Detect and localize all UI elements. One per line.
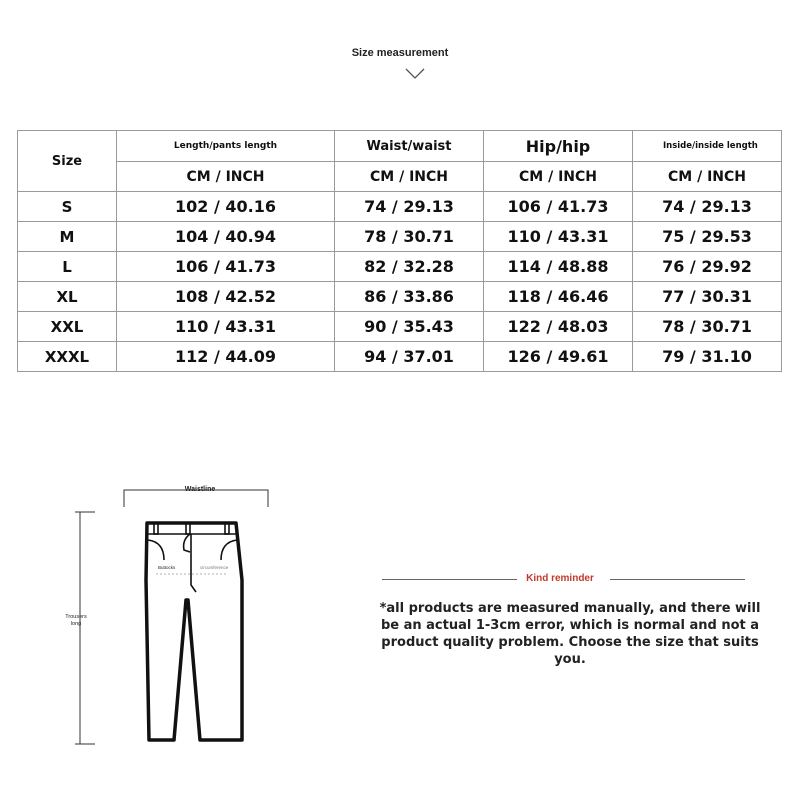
size-cell: XL — [18, 282, 117, 312]
table-cell: 86 / 33.86 — [335, 282, 484, 312]
table-row — [18, 342, 782, 372]
waist-column-header: Waist/waist — [335, 131, 484, 162]
size-cell: XXXL — [18, 342, 117, 372]
divider-line — [610, 579, 745, 580]
table-cell: 112 / 44.09 — [117, 342, 335, 372]
table-row — [18, 252, 782, 282]
table-cell: 106 / 41.73 — [117, 252, 335, 282]
size-cell: M — [18, 222, 117, 252]
unit-label: CM / INCH — [484, 162, 633, 192]
unit-row — [18, 162, 782, 192]
table-cell: 74 / 29.13 — [633, 192, 782, 222]
buttocks-label: Buttocks — [158, 565, 176, 570]
table-cell: 102 / 40.16 — [117, 192, 335, 222]
size-cell: S — [18, 192, 117, 222]
pants-diagram — [60, 480, 300, 760]
table-cell: 78 / 30.71 — [335, 222, 484, 252]
table-cell: 74 / 29.13 — [335, 192, 484, 222]
table-cell: 126 / 49.61 — [484, 342, 633, 372]
table-cell: 82 / 32.28 — [335, 252, 484, 282]
pants-details — [147, 523, 237, 592]
table-cell: 110 / 43.31 — [117, 312, 335, 342]
table-cell: 114 / 48.88 — [484, 252, 633, 282]
table-cell: 110 / 43.31 — [484, 222, 633, 252]
chevron-down-icon — [405, 68, 425, 80]
table-cell: 78 / 30.71 — [633, 312, 782, 342]
size-column-header: Size — [18, 131, 117, 192]
size-table — [17, 130, 782, 372]
table-cell: 118 / 46.46 — [484, 282, 633, 312]
unit-label: CM / INCH — [335, 162, 484, 192]
long-label: long — [70, 621, 82, 627]
page-title: Size measurement — [351, 47, 449, 59]
table-cell: 122 / 48.03 — [484, 312, 633, 342]
table-cell: 108 / 42.52 — [117, 282, 335, 312]
table-cell: 104 / 40.94 — [117, 222, 335, 252]
length-column-header: Length/pants length — [117, 131, 335, 162]
divider-line — [382, 579, 517, 580]
unit-label: CM / INCH — [633, 162, 782, 192]
size-cell: L — [18, 252, 117, 282]
circumference-label: circumference — [200, 565, 229, 570]
waistline-label: Waistline — [184, 486, 216, 493]
table-cell: 94 / 37.01 — [335, 342, 484, 372]
table-header-row — [18, 131, 782, 162]
table-cell: 75 / 29.53 — [633, 222, 782, 252]
table-cell: 106 / 41.73 — [484, 192, 633, 222]
table-cell: 77 / 30.31 — [633, 282, 782, 312]
table-cell: 90 / 35.43 — [335, 312, 484, 342]
table-row — [18, 282, 782, 312]
table-cell: 79 / 31.10 — [633, 342, 782, 372]
pants-outline — [146, 523, 242, 740]
table-cell: 76 / 29.92 — [633, 252, 782, 282]
inside-length-column-header: Inside/inside length — [633, 131, 782, 162]
size-cell: XXL — [18, 312, 117, 342]
reminder-text: *all products are measured manually, and there will be an actual 1-3cm error, which is normal and not a product quality problem. Choose the size that suits you. — [379, 601, 761, 667]
hip-column-header: Hip/hip — [484, 131, 633, 162]
trousers-label: Trousers — [65, 614, 87, 620]
unit-label: CM / INCH — [117, 162, 335, 192]
table-row — [18, 312, 782, 342]
table-row — [18, 222, 782, 252]
length-arrow — [75, 512, 95, 744]
table-row — [18, 192, 782, 222]
kind-reminder-title: Kind reminder — [526, 573, 594, 584]
